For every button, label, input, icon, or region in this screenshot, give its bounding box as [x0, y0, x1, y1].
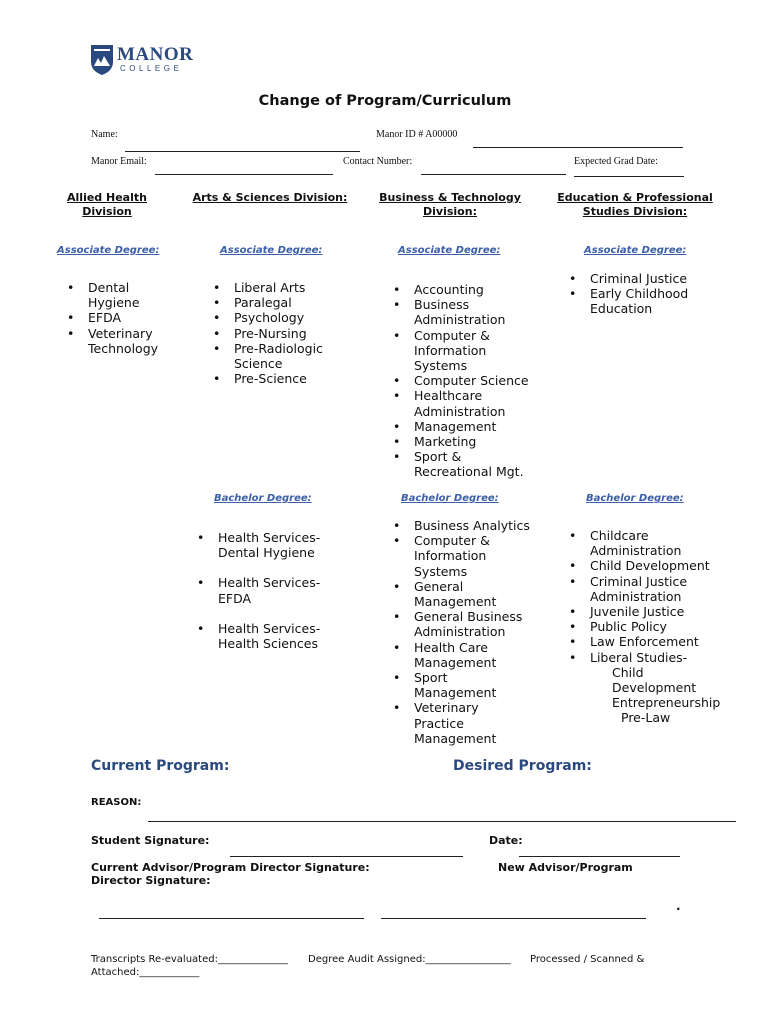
new-advisor-signature-field[interactable]	[381, 918, 646, 919]
business-associate-list	[388, 282, 558, 480]
allied-associate-label: Associate Degree:	[57, 245, 160, 256]
education-bachelor-list	[564, 528, 754, 726]
reason-label: REASON:	[91, 797, 142, 808]
new-advisor-label: New Advisor/Program	[498, 861, 633, 874]
list-item: • Child Development	[564, 558, 754, 573]
education-associate-list	[564, 271, 744, 317]
list-item: • Childcare Administration	[564, 528, 754, 558]
current-program-label: Current Program:	[91, 758, 230, 774]
reason-field[interactable]	[148, 821, 736, 822]
business-technology-heading	[365, 191, 535, 219]
arts-heading-line-1: Arts & Sciences Division:	[192, 191, 348, 204]
transcripts-reevaluated: Transcripts Re-evaluated:______________	[91, 954, 288, 965]
list-item: • Computer & Information Systems	[388, 533, 558, 579]
list-item: • Pre-Science	[208, 371, 358, 386]
list-item: • Psychology	[208, 310, 358, 325]
list-item: • Business Administration	[388, 297, 558, 327]
business-associate-label: Associate Degree:	[398, 245, 501, 256]
name-field[interactable]	[125, 151, 360, 152]
education-bachelor-label: Bachelor Degree:	[586, 493, 684, 504]
manor-id-field[interactable]	[473, 147, 683, 148]
manor-college-logo	[90, 44, 200, 78]
logo-name: MANOR	[117, 44, 194, 65]
list-item: • Criminal Justice	[564, 271, 744, 286]
manor-id-label: Manor ID # A00000	[376, 129, 458, 140]
list-item: • Health Services- Health Sciences	[192, 621, 362, 651]
list-item: • General Management	[388, 579, 558, 609]
allied-associate-list	[62, 280, 182, 356]
business-bachelor-label: Bachelor Degree:	[401, 493, 499, 504]
education-associate-label: Associate Degree:	[584, 245, 687, 256]
shield-icon	[90, 44, 114, 76]
contact-number-label: Contact Number:	[343, 156, 413, 167]
arts-sciences-heading	[180, 191, 360, 205]
arts-associate-list	[208, 280, 358, 386]
list-item: • Management	[388, 419, 558, 434]
education-professional-heading	[545, 191, 725, 219]
logo-subtitle: COLLEGE	[120, 64, 183, 73]
advisor-signature-label	[91, 861, 370, 887]
list-item: • Liberal Studies-	[564, 650, 754, 665]
education-heading-line-2: Studies Division:	[582, 205, 688, 218]
list-item: • Criminal Justice Administration	[564, 574, 754, 604]
business-heading-line-2: Division:	[423, 205, 477, 218]
list-item: • Dental Hygiene	[62, 280, 182, 310]
list-item: • Public Policy	[564, 619, 754, 634]
list-item: • Health Services- Dental Hygiene	[192, 530, 362, 560]
list-item: • Paralegal	[208, 295, 358, 310]
list-item: • Veterinary Technology	[62, 326, 182, 356]
attached: Attached:____________	[91, 967, 200, 978]
email-field[interactable]	[155, 174, 333, 175]
current-advisor-signature-field[interactable]	[99, 918, 364, 919]
allied-health-heading	[57, 191, 157, 219]
allied-heading-line-2: Division	[82, 205, 132, 218]
advisor-signature-line-1: Current Advisor/Program Director Signature:	[91, 861, 370, 874]
desired-program-label: Desired Program:	[453, 758, 592, 774]
processed-scanned: Processed / Scanned &	[530, 954, 645, 965]
student-signature-label: Student Signature:	[91, 834, 210, 847]
date-label: Date:	[489, 834, 523, 847]
arts-bachelor-label: Bachelor Degree:	[214, 493, 312, 504]
list-item: • Pre-Radiologic Science	[208, 341, 358, 371]
list-item: • Marketing	[388, 434, 558, 449]
list-item: Child Development Entrepreneurship Pre-Law	[612, 664, 721, 726]
email-label: Manor Email:	[91, 156, 147, 167]
list-item: • Liberal Arts	[208, 280, 358, 295]
arts-associate-label: Associate Degree:	[220, 245, 323, 256]
list-item: • Juvenile Justice	[564, 604, 754, 619]
list-item: • Early Childhood Education	[564, 286, 744, 316]
advisor-signature-line-2: Director Signature:	[91, 874, 211, 887]
list-item: • Sport & Recreational Mgt.	[388, 449, 558, 479]
education-heading-line-1: Education & Professional	[557, 191, 713, 204]
student-signature-field[interactable]	[230, 856, 463, 857]
business-bachelor-list	[388, 518, 558, 746]
list-item: • Pre-Nursing	[208, 326, 358, 341]
grad-date-field[interactable]	[574, 176, 684, 177]
list-item: • Computer Science	[388, 373, 558, 388]
trailing-dot: .	[676, 899, 681, 913]
business-heading-line-1: Business & Technology	[379, 191, 521, 204]
contact-number-field[interactable]	[421, 174, 566, 175]
list-item: • Computer & Information Systems	[388, 328, 558, 374]
list-item: • Business Analytics	[388, 518, 558, 533]
list-item: • Law Enforcement	[564, 634, 754, 649]
arts-bachelor-list	[192, 530, 362, 651]
page-title: Change of Program/Curriculum	[258, 93, 512, 109]
date-field[interactable]	[519, 856, 680, 857]
list-item: • Sport Management	[388, 670, 558, 700]
list-item: • General Business Administration	[388, 609, 558, 639]
allied-heading-line-1: Allied Health	[67, 191, 147, 204]
list-item: • EFDA	[62, 310, 182, 325]
list-item: • Health Services- EFDA	[192, 575, 362, 605]
list-item: • Health Care Management	[388, 640, 558, 670]
name-label: Name:	[91, 129, 118, 140]
degree-audit-assigned: Degree Audit Assigned:_________________	[308, 954, 511, 965]
list-item: • Healthcare Administration	[388, 388, 558, 418]
list-item: • Veterinary Practice Management	[388, 700, 558, 746]
grad-date-label: Expected Grad Date:	[574, 156, 658, 167]
list-item: • Accounting	[388, 282, 558, 297]
